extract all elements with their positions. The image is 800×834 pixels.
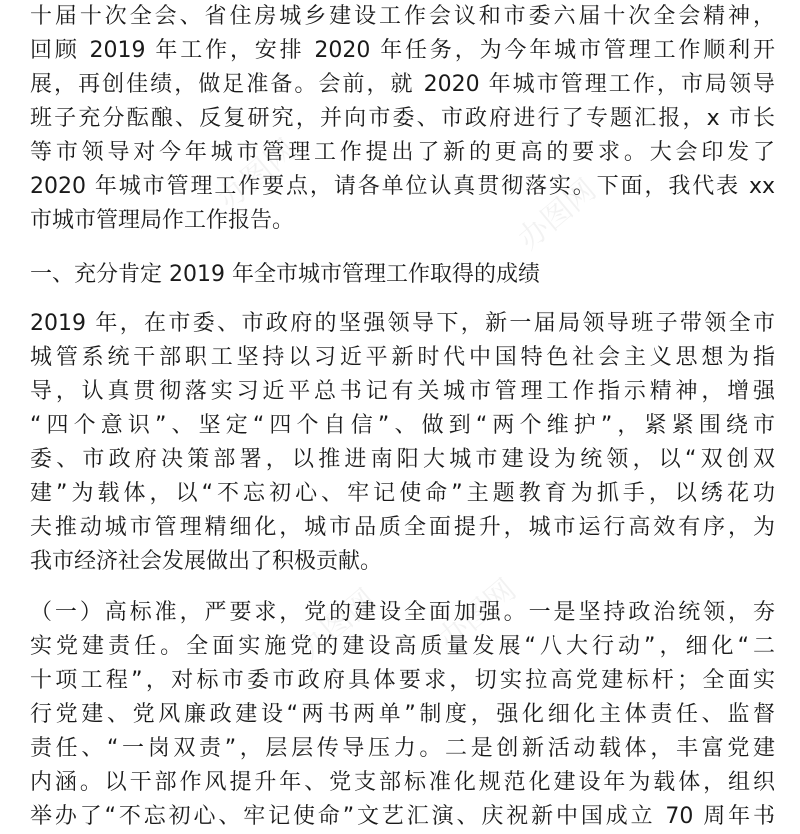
paragraph-line: 实党建责任。全面实施党的建设高质量发展“八大行动”，细化“二 (30, 634, 775, 659)
paragraph-line: 2019 年，在市委、市政府的坚强领导下，新一届局领导班子带领全市 (30, 311, 775, 336)
paragraph-line: 市城市管理局作工作报告。 (30, 208, 295, 233)
paragraph-line: 导，认真贯彻落实习近平总书记有关城市管理工作指示精神，增强 (30, 379, 775, 404)
paragraph-line: 内涵。以干部作风提升年、党支部标准化规范化建设年为载体，组织 (30, 770, 775, 795)
paragraph-line: 十届十次全会、省住房城乡建设工作会议和市委六届十次全会精神， (30, 4, 775, 29)
paragraph-line: 责任、“一岗双责”，层层传导压力。二是创新活动载体，丰富党建 (30, 736, 775, 761)
paragraph-line: 展，再创佳绩，做足准备。会前，就 2020 年城市管理工作，市局领导 (30, 72, 775, 97)
paragraph-line: 夫推动城市管理精细化，城市品质全面提升，城市运行高效有序，为 (30, 515, 775, 540)
paragraph-line: 行党建、党风廉政建设“两书两单”制度，强化细化主体责任、监督 (30, 702, 775, 727)
paragraph-line: 委、市政府决策部署，以推进南阳大城市建设为统领，以“双创双 (30, 447, 775, 472)
paragraph-line: 班子充分酝酿、反复研究，并向市委、市政府进行了专题汇报，x 市长 (30, 106, 775, 131)
watermark: 办图网 (431, 572, 523, 658)
paragraph-line: 建”为载体，以“不忘初心、牢记使命”主题教育为抓手，以绣花功 (30, 481, 775, 506)
paragraph-line: 十项工程”，对标市委市政府具体要求，切实拉高党建标杆；全面实 (30, 668, 775, 693)
paragraph-line: （一）高标准，严要求，党的建设全面加强。一是坚持政治统领，夯 (30, 600, 775, 625)
section-heading: 一、充分肯定 2019 年全市城市管理工作取得的成绩 (30, 262, 540, 287)
paragraph-line: “四个意识”、坚定“四个自信”、做到“两个维护”，紧紧围绕市 (30, 413, 775, 438)
paragraph-line: 等市领导对今年城市管理工作提出了新的更高的要求。大会印发了 (30, 140, 775, 165)
paragraph-line: 城管系统干部职工坚持以习近平新时代中国特色社会主义思想为指 (30, 345, 775, 370)
watermark: 办图网 (291, 582, 383, 668)
watermark: 办图网 (511, 172, 603, 258)
paragraph-line: 我市经济社会发展做出了积极贡献。 (30, 549, 383, 574)
watermark: 办图网 (211, 132, 303, 218)
paragraph-line: 2020 年城市管理工作要点，请各单位认真贯彻落实。下面，我代表 xx (30, 174, 775, 199)
paragraph-line: 举办了“不忘初心、牢记使命”文艺汇演、庆祝新中国成立 70 周年书 (30, 804, 775, 829)
paragraph-line: 回顾 2019 年工作，安排 2020 年任务，为今年城市管理工作顺利开 (30, 38, 775, 63)
